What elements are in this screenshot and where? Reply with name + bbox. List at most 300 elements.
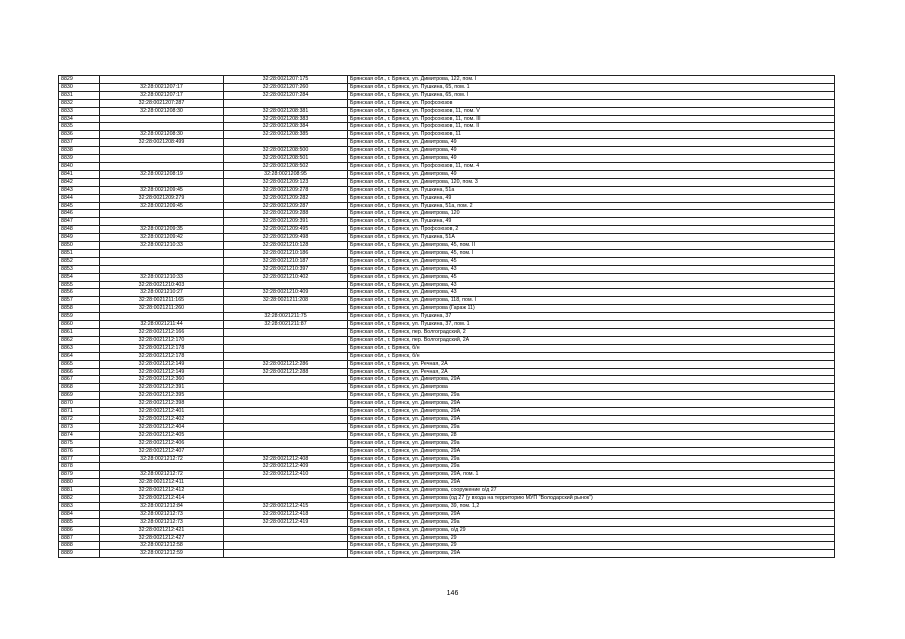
address-cell: Брянская обл., г. Брянск, ул. Димитрова, 49	[348, 139, 835, 147]
table-row	[59, 360, 835, 368]
address-cell: Брянская обл., г. Брянск, ул. Речная, 2А	[348, 368, 835, 376]
row-number-cell: 8854	[59, 273, 100, 281]
land-plot-cadastral-number-cell: 32:28:0021212:412	[100, 487, 224, 495]
address-cell: Брянская обл., г. Брянск, ул. Димитрова (Гараж 11)	[348, 305, 835, 313]
land-plot-cadastral-number-cell: 32:28:0021210:403	[100, 281, 224, 289]
table-row	[59, 123, 835, 131]
table-row	[59, 439, 835, 447]
building-cadastral-number-cell	[224, 400, 348, 408]
row-number-cell: 8877	[59, 455, 100, 463]
table-row	[59, 226, 835, 234]
address-cell: Брянская обл., г. Брянск, ул. Димитрова, 29	[348, 534, 835, 542]
table-row	[59, 368, 835, 376]
land-plot-cadastral-number-cell: 32:28:0021211:44	[100, 321, 224, 329]
building-cadastral-number-cell: 32:28:0021208:381	[224, 107, 348, 115]
table-row	[59, 91, 835, 99]
table-row	[59, 526, 835, 534]
address-cell: Брянская обл., г. Брянск, ул. Димитрова, 45, пом. I	[348, 249, 835, 257]
table-row	[59, 447, 835, 455]
table-row	[59, 510, 835, 518]
address-cell: Брянская обл., г. Брянск, ул. Димитрова, 29А	[348, 510, 835, 518]
registry-table-body	[59, 76, 835, 558]
row-number-cell: 8845	[59, 202, 100, 210]
row-number-cell: 8840	[59, 162, 100, 170]
address-cell: Брянская обл., г. Брянск, ул. Димитрова, 29а	[348, 439, 835, 447]
table-row	[59, 463, 835, 471]
land-plot-cadastral-number-cell	[100, 147, 224, 155]
row-number-cell: 8829	[59, 76, 100, 84]
land-plot-cadastral-number-cell: 32:28:0021212:178	[100, 352, 224, 360]
address-cell: Брянская обл., г. Брянск, ул. Димитрова, 43	[348, 265, 835, 273]
land-plot-cadastral-number-cell: 32:28:0021210:33	[100, 273, 224, 281]
building-cadastral-number-cell	[224, 305, 348, 313]
land-plot-cadastral-number-cell: 32:28:0021208:30	[100, 107, 224, 115]
table-row	[59, 281, 835, 289]
table-row	[59, 289, 835, 297]
land-plot-cadastral-number-cell: 32:28:0021212:421	[100, 526, 224, 534]
land-plot-cadastral-number-cell	[100, 210, 224, 218]
address-cell: Брянская обл., г. Брянск, ул. Димитрова, 29А	[348, 447, 835, 455]
address-cell: Брянская обл., г. Брянск, ул. Профсоюзов, 11, пом. 4	[348, 162, 835, 170]
table-row	[59, 273, 835, 281]
land-plot-cadastral-number-cell: 32:28:0021212:360	[100, 376, 224, 384]
row-number-cell: 8835	[59, 123, 100, 131]
building-cadastral-number-cell: 32:28:0021208:383	[224, 115, 348, 123]
row-number-cell: 8831	[59, 91, 100, 99]
land-plot-cadastral-number-cell	[100, 249, 224, 257]
land-plot-cadastral-number-cell	[100, 257, 224, 265]
building-cadastral-number-cell: 32:28:0021208:501	[224, 155, 348, 163]
row-number-cell: 8871	[59, 408, 100, 416]
address-cell: Брянская обл., г. Брянск, ул. Димитрова	[348, 384, 835, 392]
row-number-cell: 8860	[59, 321, 100, 329]
address-cell: Брянская обл., г. Брянск, б/н	[348, 344, 835, 352]
building-cadastral-number-cell: 32:28:0021212:410	[224, 471, 348, 479]
table-row	[59, 249, 835, 257]
address-cell: Брянская обл., г. Брянск, ул. Димитрова, 122, пом. I	[348, 76, 835, 84]
building-cadastral-number-cell: 32:28:0021212:288	[224, 368, 348, 376]
address-cell: Брянская обл., г. Брянск, ул. Димитрова, 29А	[348, 550, 835, 558]
row-number-cell: 8832	[59, 99, 100, 107]
address-cell: Брянская обл., г. Брянск, ул. Димитрова, 29а	[348, 423, 835, 431]
address-cell: Брянская обл., г. Брянск, ул. Димитрова, 29А	[348, 415, 835, 423]
table-row	[59, 170, 835, 178]
building-cadastral-number-cell: 32:28:0021210:397	[224, 265, 348, 273]
building-cadastral-number-cell	[224, 479, 348, 487]
registry-table	[58, 75, 835, 558]
land-plot-cadastral-number-cell	[100, 463, 224, 471]
building-cadastral-number-cell: 32:28:0021212:415	[224, 502, 348, 510]
address-cell: Брянская обл., г. Брянск, ул. Димитрова, 29а	[348, 463, 835, 471]
land-plot-cadastral-number-cell	[100, 162, 224, 170]
table-row	[59, 186, 835, 194]
table-row	[59, 83, 835, 91]
building-cadastral-number-cell	[224, 542, 348, 550]
building-cadastral-number-cell	[224, 415, 348, 423]
table-row	[59, 178, 835, 186]
land-plot-cadastral-number-cell: 32:28:0021212:166	[100, 329, 224, 337]
land-plot-cadastral-number-cell: 32:28:0021209:42	[100, 234, 224, 242]
address-cell: Брянская обл., г. Брянск, ул. Димитрова (од 27 (у входа на территорию МУП "Володарский рынок")	[348, 495, 835, 503]
row-number-cell: 8859	[59, 313, 100, 321]
table-row	[59, 115, 835, 123]
row-number-cell: 8857	[59, 297, 100, 305]
land-plot-cadastral-number-cell: 32:28:0021212:73	[100, 518, 224, 526]
table-row	[59, 518, 835, 526]
row-number-cell: 8851	[59, 249, 100, 257]
address-cell: Брянская обл., г. Брянск, ул. Димитрова, 49	[348, 147, 835, 155]
land-plot-cadastral-number-cell: 32:28:0021212:170	[100, 336, 224, 344]
address-cell: Брянская обл., г. Брянск, ул. Димитрова, о/д 29	[348, 526, 835, 534]
address-cell: Брянская обл., г. Брянск, ул. Пушкина, 49	[348, 194, 835, 202]
land-plot-cadastral-number-cell: 32:28:0021210:33	[100, 242, 224, 250]
building-cadastral-number-cell: 32:28:0021209:282	[224, 194, 348, 202]
table-row	[59, 408, 835, 416]
table-row	[59, 210, 835, 218]
address-cell: Брянская обл., г. Брянск, пер. Волгоградский, 2	[348, 329, 835, 337]
land-plot-cadastral-number-cell	[100, 155, 224, 163]
row-number-cell: 8868	[59, 384, 100, 392]
table-row	[59, 297, 835, 305]
building-cadastral-number-cell	[224, 447, 348, 455]
building-cadastral-number-cell: 32:28:0021208:385	[224, 131, 348, 139]
table-row	[59, 471, 835, 479]
land-plot-cadastral-number-cell: 32:28:0021207:17	[100, 83, 224, 91]
address-cell: Брянская обл., г. Брянск, ул. Профсоюзов, 11, пом. II	[348, 123, 835, 131]
building-cadastral-number-cell: 32:28:0021212:286	[224, 360, 348, 368]
building-cadastral-number-cell	[224, 408, 348, 416]
land-plot-cadastral-number-cell	[100, 178, 224, 186]
address-cell: Брянская обл., г. Брянск, ул. Профсоюзов, 11, пом. V	[348, 107, 835, 115]
table-row	[59, 139, 835, 147]
table-row	[59, 99, 835, 107]
address-cell: Брянская обл., г. Брянск, пер. Волгоградский, 2А	[348, 336, 835, 344]
address-cell: Брянская обл., г. Брянск, ул. Профсоюзов, 2	[348, 226, 835, 234]
row-number-cell: 8881	[59, 487, 100, 495]
row-number-cell: 8847	[59, 218, 100, 226]
land-plot-cadastral-number-cell	[100, 313, 224, 321]
land-plot-cadastral-number-cell	[100, 76, 224, 84]
land-plot-cadastral-number-cell: 32:28:0021212:406	[100, 439, 224, 447]
building-cadastral-number-cell: 32:28:0021208:95	[224, 170, 348, 178]
building-cadastral-number-cell: 32:28:0021207:260	[224, 83, 348, 91]
row-number-cell: 8837	[59, 139, 100, 147]
table-row	[59, 313, 835, 321]
land-plot-cadastral-number-cell: 32:28:0021212:59	[100, 550, 224, 558]
land-plot-cadastral-number-cell: 32:28:0021212:149	[100, 368, 224, 376]
row-number-cell: 8838	[59, 147, 100, 155]
building-cadastral-number-cell: 32:28:0021209:498	[224, 234, 348, 242]
table-row	[59, 352, 835, 360]
row-number-cell: 8839	[59, 155, 100, 163]
row-number-cell: 8856	[59, 289, 100, 297]
table-row	[59, 107, 835, 115]
address-cell: Брянская обл., г. Брянск, ул. Димитрова, 29а	[348, 518, 835, 526]
land-plot-cadastral-number-cell: 32:28:0021212:407	[100, 447, 224, 455]
building-cadastral-number-cell	[224, 392, 348, 400]
table-row	[59, 534, 835, 542]
row-number-cell: 8841	[59, 170, 100, 178]
building-cadastral-number-cell	[224, 526, 348, 534]
building-cadastral-number-cell	[224, 534, 348, 542]
building-cadastral-number-cell: 32:28:0021210:128	[224, 242, 348, 250]
row-number-cell: 8883	[59, 502, 100, 510]
land-plot-cadastral-number-cell: 32:28:0021207:287	[100, 99, 224, 107]
land-plot-cadastral-number-cell: 32:28:0021211:260	[100, 305, 224, 313]
table-row	[59, 400, 835, 408]
land-plot-cadastral-number-cell: 32:28:0021212:72	[100, 455, 224, 463]
building-cadastral-number-cell: 32:28:0021212:419	[224, 518, 348, 526]
table-row	[59, 479, 835, 487]
building-cadastral-number-cell: 32:28:0021212:408	[224, 455, 348, 463]
land-plot-cadastral-number-cell: 32:28:0021212:405	[100, 431, 224, 439]
address-cell: Брянская обл., г. Брянск, ул. Профсоюзов	[348, 99, 835, 107]
land-plot-cadastral-number-cell: 32:28:0021212:402	[100, 415, 224, 423]
row-number-cell: 8874	[59, 431, 100, 439]
address-cell: Брянская обл., г. Брянск, ул. Пушкина, 51А	[348, 234, 835, 242]
table-row	[59, 542, 835, 550]
row-number-cell: 8846	[59, 210, 100, 218]
table-row	[59, 329, 835, 337]
row-number-cell: 8844	[59, 194, 100, 202]
address-cell: Брянская обл., г. Брянск, ул. Димитрова, 118, пом. I	[348, 297, 835, 305]
row-number-cell: 8870	[59, 400, 100, 408]
table-row	[59, 218, 835, 226]
row-number-cell: 8867	[59, 376, 100, 384]
address-cell: Брянская обл., г. Брянск, ул. Димитрова, 29А	[348, 408, 835, 416]
building-cadastral-number-cell: 32:28:0021208:502	[224, 162, 348, 170]
row-number-cell: 8836	[59, 131, 100, 139]
building-cadastral-number-cell: 32:28:0021209:278	[224, 186, 348, 194]
building-cadastral-number-cell: 32:28:0021211:208	[224, 297, 348, 305]
address-cell: Брянская обл., г. Брянск, ул. Пушкина, 51а	[348, 186, 835, 194]
address-cell: Брянская обл., г. Брянск, ул. Димитрова, 45	[348, 273, 835, 281]
building-cadastral-number-cell	[224, 423, 348, 431]
address-cell: Брянская обл., г. Брянск, ул. Димитрова, 29	[348, 542, 835, 550]
land-plot-cadastral-number-cell: 32:28:0021212:58	[100, 542, 224, 550]
building-cadastral-number-cell	[224, 439, 348, 447]
row-number-cell: 8850	[59, 242, 100, 250]
row-number-cell: 8833	[59, 107, 100, 115]
building-cadastral-number-cell: 32:28:0021211:75	[224, 313, 348, 321]
address-cell: Брянская обл., г. Брянск, ул. Димитрова, 120	[348, 210, 835, 218]
building-cadastral-number-cell: 32:28:0021209:288	[224, 210, 348, 218]
address-cell: Брянская обл., г. Брянск, ул. Димитрова, 39, пом. 1,2	[348, 502, 835, 510]
building-cadastral-number-cell	[224, 550, 348, 558]
row-number-cell: 8848	[59, 226, 100, 234]
land-plot-cadastral-number-cell: 32:28:0021212:414	[100, 495, 224, 503]
land-plot-cadastral-number-cell: 32:28:0021212:411	[100, 479, 224, 487]
building-cadastral-number-cell	[224, 384, 348, 392]
land-plot-cadastral-number-cell: 32:28:0021209:45	[100, 202, 224, 210]
row-number-cell: 8834	[59, 115, 100, 123]
table-row	[59, 131, 835, 139]
land-plot-cadastral-number-cell: 32:28:0021212:401	[100, 408, 224, 416]
building-cadastral-number-cell	[224, 336, 348, 344]
table-row	[59, 376, 835, 384]
land-plot-cadastral-number-cell: 32:28:0021212:84	[100, 502, 224, 510]
address-cell: Брянская обл., г. Брянск, ул. Димитрова, 49	[348, 170, 835, 178]
land-plot-cadastral-number-cell: 32:28:0021212:73	[100, 510, 224, 518]
address-cell: Брянская обл., г. Брянск, б/н	[348, 352, 835, 360]
table-row	[59, 502, 835, 510]
address-cell: Брянская обл., г. Брянск, ул. Димитрова, 29А	[348, 376, 835, 384]
land-plot-cadastral-number-cell: 32:28:0021208:30	[100, 131, 224, 139]
row-number-cell: 8866	[59, 368, 100, 376]
row-number-cell: 8852	[59, 257, 100, 265]
building-cadastral-number-cell: 32:28:0021210:186	[224, 249, 348, 257]
address-cell: Брянская обл., г. Брянск, ул. Профсоюзов, 11, пом. III	[348, 115, 835, 123]
table-row	[59, 162, 835, 170]
building-cadastral-number-cell: 32:28:0021209:495	[224, 226, 348, 234]
address-cell: Брянская обл., г. Брянск, ул. Пушкина, 65, пом. I	[348, 91, 835, 99]
building-cadastral-number-cell: 32:28:0021209:391	[224, 218, 348, 226]
address-cell: Брянская обл., г. Брянск, ул. Пушкина, 37, пом. 1	[348, 321, 835, 329]
address-cell: Брянская обл., г. Брянск, ул. Димитрова, 29А	[348, 400, 835, 408]
table-row	[59, 392, 835, 400]
land-plot-cadastral-number-cell: 32:28:0021212:398	[100, 400, 224, 408]
row-number-cell: 8875	[59, 439, 100, 447]
land-plot-cadastral-number-cell: 32:28:0021209:45	[100, 186, 224, 194]
table-row	[59, 336, 835, 344]
building-cadastral-number-cell	[224, 329, 348, 337]
page-number: 146	[446, 590, 459, 597]
row-number-cell: 8885	[59, 518, 100, 526]
table-row	[59, 234, 835, 242]
building-cadastral-number-cell	[224, 99, 348, 107]
row-number-cell: 8865	[59, 360, 100, 368]
land-plot-cadastral-number-cell: 32:28:0021212:149	[100, 360, 224, 368]
building-cadastral-number-cell	[224, 376, 348, 384]
row-number-cell: 8858	[59, 305, 100, 313]
land-plot-cadastral-number-cell: 32:28:0021212:404	[100, 423, 224, 431]
building-cadastral-number-cell: 32:28:0021211:87	[224, 321, 348, 329]
building-cadastral-number-cell	[224, 352, 348, 360]
table-row	[59, 455, 835, 463]
address-cell: Брянская обл., г. Брянск, ул. Димитрова, 49	[348, 155, 835, 163]
building-cadastral-number-cell: 32:28:0021210:402	[224, 273, 348, 281]
row-number-cell: 8853	[59, 265, 100, 273]
row-number-cell: 8855	[59, 281, 100, 289]
row-number-cell: 8861	[59, 329, 100, 337]
address-cell: Брянская обл., г. Брянск, ул. Димитрова, 45	[348, 257, 835, 265]
table-row	[59, 242, 835, 250]
building-cadastral-number-cell: 32:28:0021210:409	[224, 289, 348, 297]
address-cell: Брянская обл., г. Брянск, ул. Пушкина, 49	[348, 218, 835, 226]
building-cadastral-number-cell	[224, 139, 348, 147]
address-cell: Брянская обл., г. Брянск, ул. Димитрова, 28	[348, 431, 835, 439]
land-plot-cadastral-number-cell: 32:28:0021212:395	[100, 392, 224, 400]
table-row	[59, 415, 835, 423]
table-row	[59, 265, 835, 273]
building-cadastral-number-cell	[224, 431, 348, 439]
building-cadastral-number-cell: 32:28:0021209:287	[224, 202, 348, 210]
row-number-cell: 8849	[59, 234, 100, 242]
land-plot-cadastral-number-cell	[100, 218, 224, 226]
address-cell: Брянская обл., г. Брянск, ул. Речная, 2А	[348, 360, 835, 368]
building-cadastral-number-cell	[224, 281, 348, 289]
land-plot-cadastral-number-cell	[100, 265, 224, 273]
land-plot-cadastral-number-cell: 32:28:0021208:19	[100, 170, 224, 178]
address-cell: Брянская обл., г. Брянск, ул. Пушкина, 51а, пом. 2	[348, 202, 835, 210]
land-plot-cadastral-number-cell: 32:28:0021209:35	[100, 226, 224, 234]
building-cadastral-number-cell: 32:28:0021207:175	[224, 76, 348, 84]
address-cell: Брянская обл., г. Брянск, ул. Димитрова, 29а	[348, 392, 835, 400]
building-cadastral-number-cell: 32:28:0021207:284	[224, 91, 348, 99]
land-plot-cadastral-number-cell	[100, 115, 224, 123]
table-row	[59, 495, 835, 503]
building-cadastral-number-cell	[224, 344, 348, 352]
address-cell: Брянская обл., г. Брянск, ул. Пушкина, 37	[348, 313, 835, 321]
land-plot-cadastral-number-cell: 32:28:0021207:17	[100, 91, 224, 99]
land-plot-cadastral-number-cell	[100, 123, 224, 131]
row-number-cell: 8842	[59, 178, 100, 186]
row-number-cell: 8869	[59, 392, 100, 400]
address-cell: Брянская обл., г. Брянск, ул. Димитрова, 120, пом. 3	[348, 178, 835, 186]
table-row	[59, 76, 835, 84]
building-cadastral-number-cell: 32:28:0021208:500	[224, 147, 348, 155]
table-row	[59, 305, 835, 313]
address-cell: Брянская обл., г. Брянск, ул. Пушкина, 65, пом. 1	[348, 83, 835, 91]
address-cell: Брянская обл., г. Брянск, ул. Профсоюзов, 11	[348, 131, 835, 139]
address-cell: Брянская обл., г. Брянск, ул. Димитрова, 45, пом. II	[348, 242, 835, 250]
land-plot-cadastral-number-cell: 32:28:0021211:165	[100, 297, 224, 305]
address-cell: Брянская обл., г. Брянск, ул. Димитрова, 29а	[348, 455, 835, 463]
table-row	[59, 155, 835, 163]
row-number-cell: 8882	[59, 495, 100, 503]
table-row	[59, 550, 835, 558]
row-number-cell: 8862	[59, 336, 100, 344]
row-number-cell: 8873	[59, 423, 100, 431]
building-cadastral-number-cell	[224, 495, 348, 503]
row-number-cell: 8886	[59, 526, 100, 534]
building-cadastral-number-cell: 32:28:0021210:187	[224, 257, 348, 265]
address-cell: Брянская обл., г. Брянск, ул. Димитрова, 29А, пом. 1	[348, 471, 835, 479]
table-row	[59, 431, 835, 439]
land-plot-cadastral-number-cell: 32:28:0021212:391	[100, 384, 224, 392]
row-number-cell: 8888	[59, 542, 100, 550]
row-number-cell: 8879	[59, 471, 100, 479]
table-row	[59, 321, 835, 329]
land-plot-cadastral-number-cell: 32:28:0021212:72	[100, 471, 224, 479]
land-plot-cadastral-number-cell: 32:28:0021212:178	[100, 344, 224, 352]
row-number-cell: 8878	[59, 463, 100, 471]
building-cadastral-number-cell: 32:28:0021212:409	[224, 463, 348, 471]
row-number-cell: 8872	[59, 415, 100, 423]
address-cell: Брянская обл., г. Брянск, ул. Димитрова, 43	[348, 289, 835, 297]
building-cadastral-number-cell: 32:28:0021208:384	[224, 123, 348, 131]
table-row	[59, 344, 835, 352]
building-cadastral-number-cell: 32:28:0021212:418	[224, 510, 348, 518]
building-cadastral-number-cell	[224, 487, 348, 495]
row-number-cell: 8864	[59, 352, 100, 360]
row-number-cell: 8884	[59, 510, 100, 518]
land-plot-cadastral-number-cell: 32:28:0021208:499	[100, 139, 224, 147]
row-number-cell: 8876	[59, 447, 100, 455]
address-cell: Брянская обл., г. Брянск, ул. Димитрова, 29А	[348, 479, 835, 487]
row-number-cell: 8887	[59, 534, 100, 542]
table-row	[59, 423, 835, 431]
row-number-cell: 8863	[59, 344, 100, 352]
land-plot-cadastral-number-cell: 32:28:0021209:279	[100, 194, 224, 202]
address-cell: Брянская обл., г. Брянск, ул. Димитрова, 43	[348, 281, 835, 289]
row-number-cell: 8889	[59, 550, 100, 558]
table-row	[59, 202, 835, 210]
row-number-cell: 8880	[59, 479, 100, 487]
table-row	[59, 487, 835, 495]
land-plot-cadastral-number-cell: 32:28:0021212:427	[100, 534, 224, 542]
building-cadastral-number-cell: 32:28:0021209:123	[224, 178, 348, 186]
